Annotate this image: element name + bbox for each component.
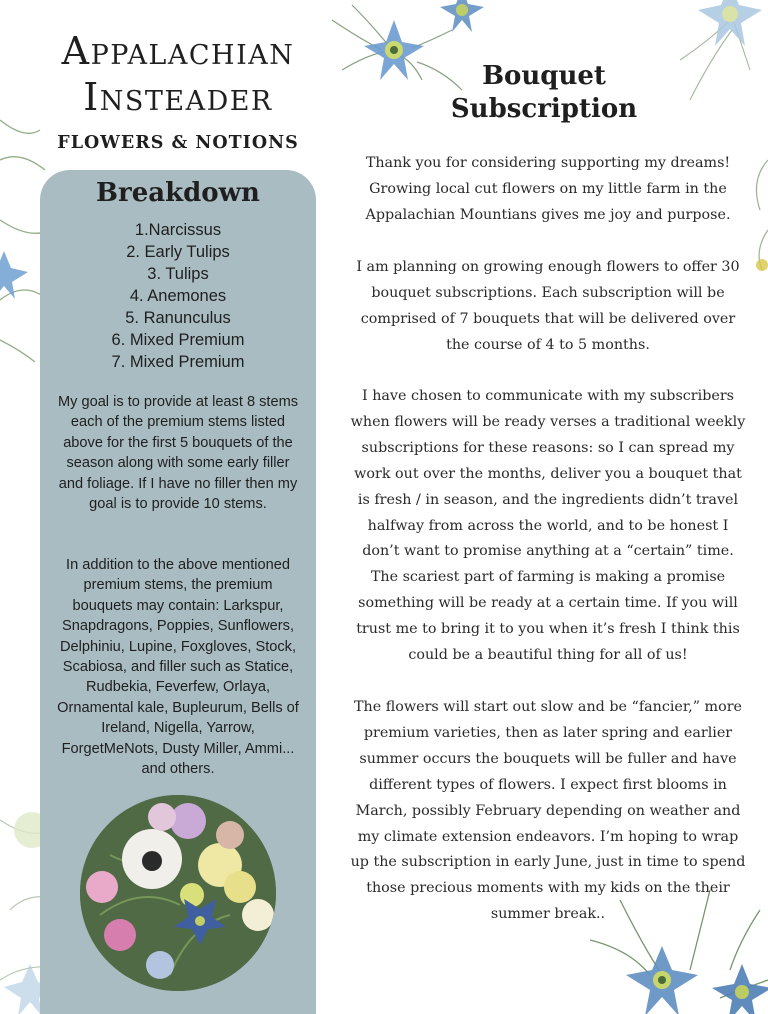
breakdown-contents-paragraph: In addition to the above mentioned premium stems, the premium bouquets may contain: Larkspur, Snapdragons, Poppies, Sunflowers, Delphiniu, Lupine, Foxgloves, Stock, Scabiosa, and filler such as Statice, Rudbekia, Feverfew, Orlaya, Ornamental kale, Bupleurum, Bells of Ireland, Nigella, Yarrow, ForgetMeNots, Dusty Miller, Ammi... and others. [57,557,299,778]
plan-paragraph: I am planning on growing enough flowers to offer 30 bouquet subscriptions. Each subscription will be comprised of 7 bouquets that will be delivered over the course of 4 to 5 months. [356,259,740,353]
breakdown-list-item: 4. Anemones [129,287,227,305]
brand-title-line-2: Insteader [83,75,273,119]
intro-paragraph: Thank you for considering supporting my dreams! Growing local cut flowers on my little farm in the Appalachian Mountians gives me joy and purpose. [365,155,731,223]
brand-title [0,28,356,120]
breakdown-list-item: 5. Ranunculus [125,309,231,327]
breakdown-list-item: 7. Mixed Premium [111,353,245,371]
brand-subtitle: FLOWERS & NOTIONS [57,133,299,153]
breakdown-list-item: 6. Mixed Premium [111,331,245,349]
communication-paragraph: I have chosen to communicate with my subscribers when flowers will be ready verses a traditional weekly subscriptions for these reasons: so I can spread my work out over the months, deliver you a bouquet that is fresh / in season, and the ingredients didn’t travel halfway from across the world, and to be honest I don’t want to promise anything at a “certain” time. The scariest part of farming is making a promise something will be ready at a certain time. If you will trust me to bring it to you when it’s fresh I think this could be a beautiful thing for all of us! [350,388,746,664]
breakdown-goal-paragraph: My goal is to provide at least 8 stems each of the premium stems listed above for the first 5 bouquets of the season along with some early filler and foliage. If I have no filler then my goal is to provide 10 stems. [57,394,299,513]
breakdown-title: Breakdown [96,178,260,208]
bouquet-photo [80,795,276,991]
nigella-flower-top-right-illustration [660,0,768,110]
breakdown-list-item: 2. Early Tulips [126,243,230,261]
subscription-title: Bouquet Subscription [450,61,638,124]
season-paragraph: The flowers will start out slow and be “fancier,” more premium varieties, then as later spring and earlier summer occurs the bouquets will be fuller and have different types of flowers. I expect first blooms in March, possibly February depending on weather and my climate extension endeavors. I’m hoping to wrap up the subscription in early June, just in time to spend those precious moments with my kids on the their summer break.. [350,699,746,923]
bouquet-photo-illustration [80,795,276,991]
breakdown-list-item: 3. Tulips [147,265,209,283]
breakdown-list [40,219,316,373]
breakdown-list-item: 1.Narcissus [134,221,222,239]
brand-title-line-1: Appalachian [61,29,295,73]
